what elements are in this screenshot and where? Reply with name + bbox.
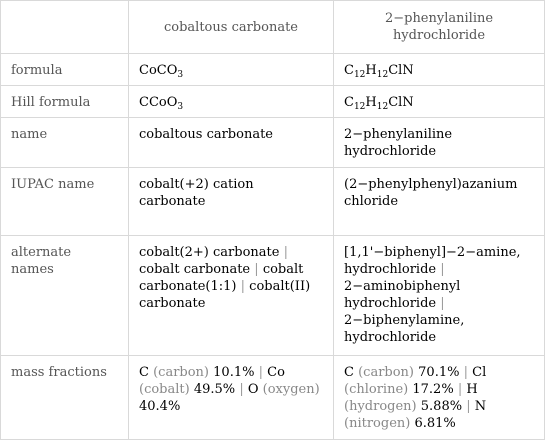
table-row: [1, 86, 545, 118]
iupac-cell-1: cobalt(+2) cation carbonate: [139, 177, 254, 209]
header-empty: [1, 1, 129, 54]
alt-name: cobalt(II) carbonate: [139, 279, 311, 311]
row-label-mass-fractions: mass fractions: [11, 365, 107, 380]
row-label-hill-formula: Hill formula: [11, 95, 91, 110]
name-cell-1: cobaltous carbonate: [139, 127, 273, 142]
header-row: [1, 1, 545, 54]
alt-name: cobalt carbonate: [139, 262, 251, 277]
alt-name: cobalt(2+) carbonate: [139, 245, 280, 260]
name-cell-2: 2−phenylaniline hydrochloride: [344, 127, 453, 159]
header-cobaltous-carbonate: cobaltous carbonate: [129, 1, 334, 54]
separator: |: [457, 382, 463, 397]
separator: |: [254, 262, 259, 277]
table-row: [1, 168, 545, 236]
separator: |: [283, 245, 288, 260]
alt-name: 2−aminobiphenyl hydrochloride: [344, 279, 461, 311]
alt-names-cell-2: [344, 236, 534, 346]
table-row: [1, 236, 545, 356]
table-row: [1, 118, 545, 168]
row-label-alternate-names: alternate names: [11, 245, 72, 277]
separator: |: [440, 262, 445, 277]
table-row: [1, 356, 545, 440]
alt-name: 2−biphenylamine, hydrochloride: [344, 313, 465, 345]
hill-formula-cell-1: CCoO$_3$: [139, 95, 184, 112]
row-label-iupac-name: IUPAC name: [11, 177, 95, 192]
mass-fractions-cell-2: C (carbon) 70.1% | Cl (chlorine) 17.2% | H (hydrogen) 5.88% | N (nitrogen) 6.81%: [344, 365, 487, 431]
row-label-formula: formula: [11, 63, 63, 78]
header-phenylaniline: 2−phenylaniline hydrochloride: [334, 1, 545, 54]
separator: |: [463, 365, 468, 380]
row-label-name: name: [11, 127, 48, 142]
formula-cell-1: CoCO$_3$: [139, 63, 184, 80]
separator: |: [239, 382, 244, 397]
separator: |: [258, 365, 263, 380]
mass-fractions-cell-1: C (carbon) 10.1% | Co (cobalt) 49.5% | O (oxygen) 40.4%: [139, 365, 320, 414]
iupac-cell-2: (2−phenylphenyl)azanium chloride: [344, 177, 518, 209]
separator: |: [240, 279, 246, 294]
formula-cell-2: $C_{12}H_{12}ClN$: [344, 63, 414, 80]
alt-name: cobalt carbonate(1:1): [139, 262, 304, 294]
alt-name: [1,1'−biphenyl]−2−amine, hydrochloride: [344, 245, 521, 277]
table-row: [1, 54, 545, 86]
separator: |: [466, 399, 471, 414]
hill-formula-cell-2: $C_{12}H_{12}ClN$: [344, 95, 414, 112]
separator: |: [440, 296, 445, 311]
alt-names-cell-1: [139, 236, 323, 312]
